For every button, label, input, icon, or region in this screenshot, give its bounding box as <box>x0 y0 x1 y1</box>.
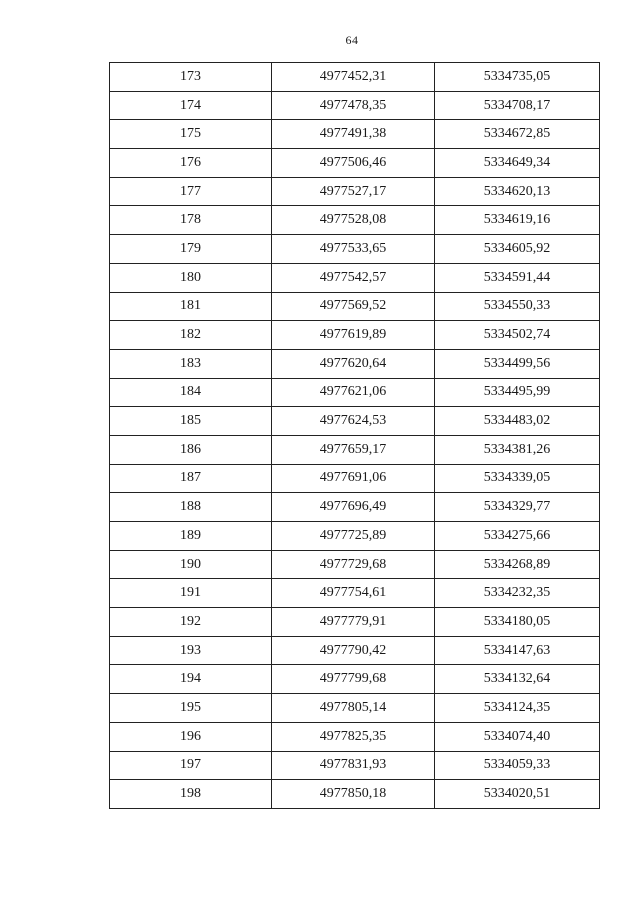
x-coordinate-cell: 4977691,06 <box>272 464 435 493</box>
y-coordinate-cell: 5334649,34 <box>435 149 600 178</box>
point-number-cell: 194 <box>110 665 272 694</box>
y-coordinate-cell: 5334620,13 <box>435 177 600 206</box>
y-coordinate-cell: 5334605,92 <box>435 235 600 264</box>
y-coordinate-cell: 5334619,16 <box>435 206 600 235</box>
table-row <box>110 206 600 235</box>
point-number-cell: 192 <box>110 608 272 637</box>
y-coordinate-cell: 5334499,56 <box>435 349 600 378</box>
y-coordinate-cell: 5334591,44 <box>435 263 600 292</box>
y-coordinate-cell: 5334735,05 <box>435 63 600 92</box>
y-coordinate-cell: 5334180,05 <box>435 608 600 637</box>
x-coordinate-cell: 4977725,89 <box>272 522 435 551</box>
x-coordinate-cell: 4977624,53 <box>272 407 435 436</box>
point-number-cell: 191 <box>110 579 272 608</box>
point-number-cell: 190 <box>110 550 272 579</box>
page-number: 64 <box>345 33 359 47</box>
x-coordinate-cell: 4977506,46 <box>272 149 435 178</box>
y-coordinate-cell: 5334502,74 <box>435 321 600 350</box>
table-row <box>110 91 600 120</box>
x-coordinate-cell: 4977831,93 <box>272 751 435 780</box>
point-number-cell: 181 <box>110 292 272 321</box>
point-number-cell: 180 <box>110 263 272 292</box>
table-row <box>110 63 600 92</box>
y-coordinate-cell: 5334708,17 <box>435 91 600 120</box>
y-coordinate-cell: 5334132,64 <box>435 665 600 694</box>
point-number-cell: 186 <box>110 435 272 464</box>
x-coordinate-cell: 4977696,49 <box>272 493 435 522</box>
x-coordinate-cell: 4977850,18 <box>272 780 435 809</box>
point-number-cell: 195 <box>110 694 272 723</box>
table-row <box>110 522 600 551</box>
x-coordinate-cell: 4977754,61 <box>272 579 435 608</box>
table-row <box>110 263 600 292</box>
table-row <box>110 177 600 206</box>
x-coordinate-cell: 4977619,89 <box>272 321 435 350</box>
y-coordinate-cell: 5334124,35 <box>435 694 600 723</box>
point-number-cell: 178 <box>110 206 272 235</box>
x-coordinate-cell: 4977533,65 <box>272 235 435 264</box>
table-row <box>110 780 600 809</box>
table-row <box>110 120 600 149</box>
x-coordinate-cell: 4977620,64 <box>272 349 435 378</box>
y-coordinate-cell: 5334495,99 <box>435 378 600 407</box>
point-number-cell: 176 <box>110 149 272 178</box>
point-number-cell: 193 <box>110 636 272 665</box>
table-row <box>110 550 600 579</box>
point-number-cell: 197 <box>110 751 272 780</box>
y-coordinate-cell: 5334020,51 <box>435 780 600 809</box>
table-row <box>110 493 600 522</box>
x-coordinate-cell: 4977452,31 <box>272 63 435 92</box>
x-coordinate-cell: 4977805,14 <box>272 694 435 723</box>
coordinates-table <box>109 62 600 809</box>
point-number-cell: 174 <box>110 91 272 120</box>
point-number-cell: 196 <box>110 722 272 751</box>
x-coordinate-cell: 4977491,38 <box>272 120 435 149</box>
table-row <box>110 722 600 751</box>
point-number-cell: 177 <box>110 177 272 206</box>
table-row <box>110 608 600 637</box>
table-row <box>110 349 600 378</box>
table-row <box>110 636 600 665</box>
table-row <box>110 149 600 178</box>
point-number-cell: 173 <box>110 63 272 92</box>
point-number-cell: 183 <box>110 349 272 378</box>
x-coordinate-cell: 4977569,52 <box>272 292 435 321</box>
y-coordinate-cell: 5334232,35 <box>435 579 600 608</box>
x-coordinate-cell: 4977825,35 <box>272 722 435 751</box>
x-coordinate-cell: 4977542,57 <box>272 263 435 292</box>
y-coordinate-cell: 5334672,85 <box>435 120 600 149</box>
x-coordinate-cell: 4977799,68 <box>272 665 435 694</box>
x-coordinate-cell: 4977478,35 <box>272 91 435 120</box>
y-coordinate-cell: 5334074,40 <box>435 722 600 751</box>
y-coordinate-cell: 5334059,33 <box>435 751 600 780</box>
y-coordinate-cell: 5334381,26 <box>435 435 600 464</box>
x-coordinate-cell: 4977779,91 <box>272 608 435 637</box>
y-coordinate-cell: 5334275,66 <box>435 522 600 551</box>
table-row <box>110 579 600 608</box>
x-coordinate-cell: 4977527,17 <box>272 177 435 206</box>
table-body <box>110 63 600 809</box>
point-number-cell: 175 <box>110 120 272 149</box>
table-row <box>110 435 600 464</box>
point-number-cell: 187 <box>110 464 272 493</box>
point-number-cell: 188 <box>110 493 272 522</box>
table-row <box>110 321 600 350</box>
table-row <box>110 378 600 407</box>
y-coordinate-cell: 5334339,05 <box>435 464 600 493</box>
point-number-cell: 184 <box>110 378 272 407</box>
table-row <box>110 235 600 264</box>
table-row <box>110 694 600 723</box>
x-coordinate-cell: 4977729,68 <box>272 550 435 579</box>
table-row <box>110 407 600 436</box>
point-number-cell: 185 <box>110 407 272 436</box>
point-number-cell: 182 <box>110 321 272 350</box>
table-row <box>110 665 600 694</box>
table-row <box>110 751 600 780</box>
x-coordinate-cell: 4977621,06 <box>272 378 435 407</box>
y-coordinate-cell: 5334147,63 <box>435 636 600 665</box>
point-number-cell: 198 <box>110 780 272 809</box>
y-coordinate-cell: 5334550,33 <box>435 292 600 321</box>
x-coordinate-cell: 4977659,17 <box>272 435 435 464</box>
point-number-cell: 179 <box>110 235 272 264</box>
table-row <box>110 464 600 493</box>
y-coordinate-cell: 5334329,77 <box>435 493 600 522</box>
y-coordinate-cell: 5334268,89 <box>435 550 600 579</box>
point-number-cell: 189 <box>110 522 272 551</box>
x-coordinate-cell: 4977528,08 <box>272 206 435 235</box>
table-row <box>110 292 600 321</box>
x-coordinate-cell: 4977790,42 <box>272 636 435 665</box>
y-coordinate-cell: 5334483,02 <box>435 407 600 436</box>
